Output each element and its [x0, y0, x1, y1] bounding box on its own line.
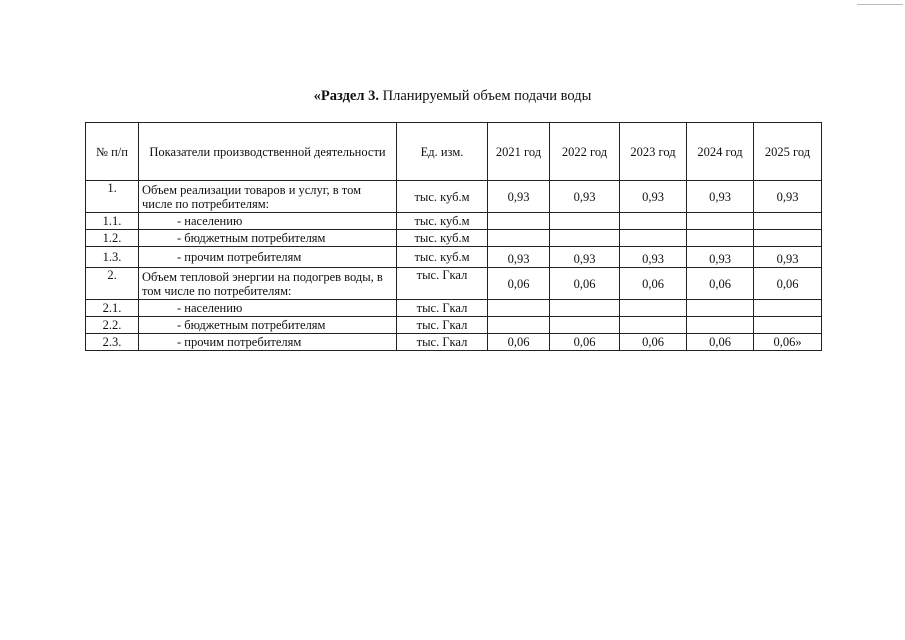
value-2022: 0,06: [550, 334, 620, 351]
value-2022: [550, 300, 620, 317]
row-number: 2.3.: [86, 334, 139, 351]
row-label: Объем реализации товаров и услуг, в том числе по потребителям:: [139, 181, 397, 213]
row-number: 1.3.: [86, 247, 139, 268]
row-label: - бюджетным потребителям: [139, 317, 397, 334]
row-number: 2.2.: [86, 317, 139, 334]
row-unit: тыс. куб.м: [397, 247, 488, 268]
value-2021: 0,93: [488, 181, 550, 213]
table-row: [86, 334, 822, 351]
table-row: [86, 317, 822, 334]
table-row: [86, 247, 822, 268]
value-2023: 0,93: [620, 181, 687, 213]
value-2024: [687, 213, 754, 230]
value-2022: [550, 230, 620, 247]
value-2023: 0,93: [620, 247, 687, 268]
header-indicator: Показатели производственной деятельности: [139, 123, 397, 181]
header-row-number: № п/п: [86, 123, 139, 181]
row-unit: тыс. Гкал: [397, 300, 488, 317]
header-unit: Ед. изм.: [397, 123, 488, 181]
value-2021: 0,06: [488, 334, 550, 351]
value-2021: [488, 230, 550, 247]
value-2023: 0,06: [620, 334, 687, 351]
value-2024: 0,06: [687, 268, 754, 300]
value-2024: 0,93: [687, 181, 754, 213]
value-2024: [687, 300, 754, 317]
value-2025: 0,93: [754, 181, 822, 213]
value-2021: [488, 213, 550, 230]
table-row: [86, 268, 822, 300]
header-year-2021: 2021 год: [488, 123, 550, 181]
table-row: [86, 213, 822, 230]
table-row: [86, 300, 822, 317]
value-2023: [620, 300, 687, 317]
value-2022: [550, 317, 620, 334]
row-label: Объем тепловой энергии на подогрев воды, в том числе по потребителям:: [139, 268, 397, 300]
value-2021: 0,06: [488, 268, 550, 300]
scan-edge-mark: [857, 0, 903, 5]
value-2022: 0,93: [550, 181, 620, 213]
value-2025: [754, 317, 822, 334]
header-year-2022: 2022 год: [550, 123, 620, 181]
value-2025: 0,93: [754, 247, 822, 268]
value-2022: [550, 213, 620, 230]
section-title-text: Планируемый объем подачи воды: [378, 88, 592, 104]
value-2023: 0,06: [620, 268, 687, 300]
value-2021: 0,93: [488, 247, 550, 268]
row-unit: тыс. Гкал: [397, 268, 488, 300]
water-supply-plan-table: [85, 122, 822, 351]
header-year-2024: 2024 год: [687, 123, 754, 181]
value-2023: [620, 230, 687, 247]
row-label: - бюджетным потребителям: [139, 230, 397, 247]
section-title-number: «Раздел 3.: [313, 88, 379, 104]
row-number: 1.2.: [86, 230, 139, 247]
value-2025: [754, 300, 822, 317]
row-unit: тыс. куб.м: [397, 230, 488, 247]
row-unit: тыс. куб.м: [397, 213, 488, 230]
value-2025: [754, 230, 822, 247]
value-2025: 0,06: [754, 268, 822, 300]
row-number: 2.: [86, 268, 139, 300]
table-row: [86, 181, 822, 213]
value-2022: 0,06: [550, 268, 620, 300]
value-2024: [687, 230, 754, 247]
row-number: 1.1.: [86, 213, 139, 230]
value-2021: [488, 300, 550, 317]
row-unit: тыс. Гкал: [397, 317, 488, 334]
table-header-row: [86, 123, 822, 181]
row-unit: тыс. куб.м: [397, 181, 488, 213]
row-number: 2.1.: [86, 300, 139, 317]
value-2025: [754, 213, 822, 230]
value-2021: [488, 317, 550, 334]
row-label: - населению: [139, 300, 397, 317]
row-number: 1.: [86, 181, 139, 213]
row-unit: тыс. Гкал: [397, 334, 488, 351]
value-2024: [687, 317, 754, 334]
row-label: - прочим потребителям: [139, 334, 397, 351]
table-row: [86, 230, 822, 247]
value-2023: [620, 213, 687, 230]
value-2025: 0,06»: [754, 334, 822, 351]
row-label: - прочим потребителям: [139, 247, 397, 268]
header-year-2023: 2023 год: [620, 123, 687, 181]
value-2024: 0,06: [687, 334, 754, 351]
header-year-2025: 2025 год: [754, 123, 822, 181]
row-label: - населению: [139, 213, 397, 230]
value-2023: [620, 317, 687, 334]
value-2024: 0,93: [687, 247, 754, 268]
value-2022: 0,93: [550, 247, 620, 268]
section-title: [0, 88, 905, 105]
